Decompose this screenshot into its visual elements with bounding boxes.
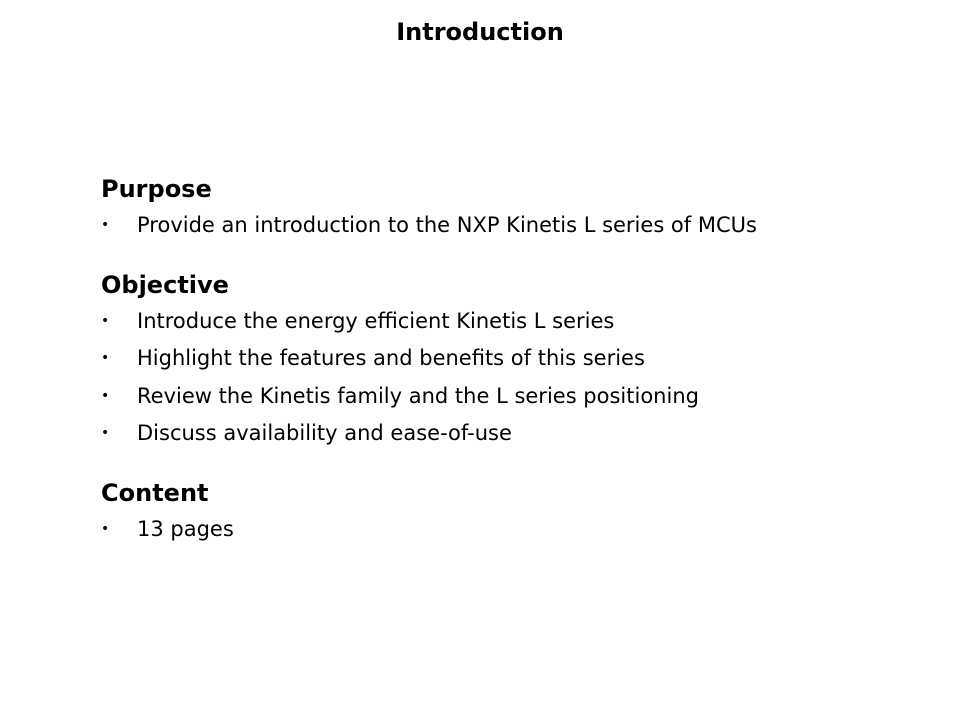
bullet-list	[101, 303, 921, 453]
bullet-item	[101, 207, 921, 245]
section-heading: Objective	[101, 270, 229, 299]
bullet-icon: •	[101, 425, 110, 441]
section-heading: Content	[101, 478, 209, 507]
section-heading: Purpose	[101, 175, 212, 203]
bullet-icon: •	[101, 520, 110, 537]
bullet-text: Introduce the energy efficient Kinetis L series	[137, 308, 615, 333]
bullet-icon: •	[101, 350, 110, 366]
bullet-text: 13 pages	[137, 516, 234, 541]
slide-title: Introduction	[396, 18, 564, 46]
bullet-text: Highlight the features and benefits of this series	[137, 346, 645, 370]
bullet-text: Review the Kinetis family and the L series positioning	[137, 383, 699, 408]
bullet-item	[101, 303, 921, 341]
section-objective	[101, 267, 921, 453]
section-content	[101, 475, 921, 549]
bullet-icon: •	[101, 217, 110, 233]
bullet-list	[101, 207, 921, 245]
bullet-list	[101, 511, 921, 549]
bullet-item	[101, 511, 921, 549]
bullet-item	[101, 415, 921, 453]
bullet-text: Discuss availability and ease-of-use	[137, 421, 512, 445]
bullet-item	[101, 378, 921, 416]
bullet-icon: •	[101, 312, 110, 329]
section-purpose	[101, 171, 921, 245]
bullet-icon: •	[101, 387, 110, 404]
slide-content	[101, 171, 921, 570]
bullet-item	[101, 340, 921, 378]
bullet-text: Provide an introduction to the NXP Kinetis L series of MCUs	[137, 213, 757, 237]
